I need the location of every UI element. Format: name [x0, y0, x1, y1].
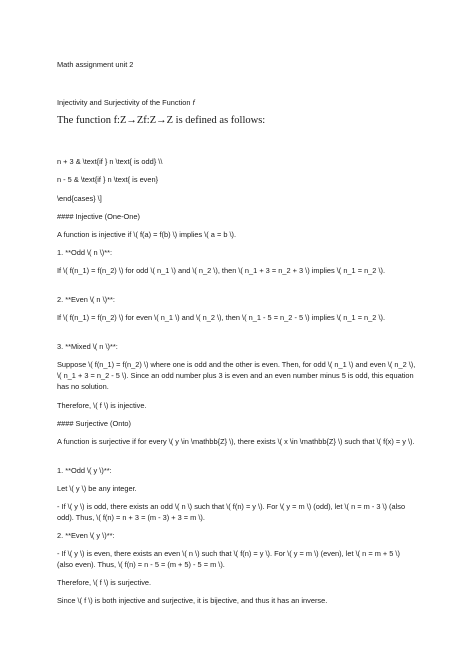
inj-case3-body: Suppose \( f(n_1) = f(n_2) \) where one is odd and the other is even. Then, for odd \( n_1 \) and even \( n_2 \), \( n_1 + 3 = n_2 - 5 \). Since an odd number plus 3 is even and an even number minus 5 is odd, this equation has no solution.	[57, 360, 418, 392]
sur-case2-title: 2. **Even \( y \)**:	[57, 531, 115, 540]
sur-case1-body: - If \( y \) is odd, there exists an odd \( n \) such that \( f(n) = y \). For \( y = m \) (odd), let \( n = m - 3 \) (also odd). Thus, \( f(n) = n + 3 = (m - 3) + 3 = m \).	[57, 502, 408, 523]
injective-heading: #### Injective (One-One)	[57, 212, 140, 221]
inj-case2-body: If \( f(n_1) = f(n_2) \) for even \( n_1 \) and \( n_2 \), then \( n_1 - 5 = n_2 - 5 \) implies \( n_1 = n_2 \).	[57, 313, 386, 322]
doc-title: Math assignment unit 2	[57, 60, 134, 69]
injective-definition: A function is injective if \( f(a) = f(b) \) implies \( a = b \).	[57, 230, 237, 239]
final-statement: Since \( f \) is both injective and surjective, it is bijective, and thus it has an inverse.	[57, 596, 328, 605]
section-heading	[57, 97, 417, 108]
inj-case2-title: 2. **Even \( n \)**:	[57, 295, 115, 304]
intro-line: The function f:Z→Zf:Z→Z is defined as follows:	[57, 115, 266, 126]
surjective-definition: A function is surjective if for every \( y \in \mathbb{Z} \), there exists \( x \in \mathbb{Z} \) such that \( f(x) = y \).	[57, 437, 415, 446]
sur-conclusion: Therefore, \( f \) is surjective.	[57, 578, 152, 587]
inj-case3-title: 3. **Mixed \( n \)**:	[57, 342, 118, 351]
sur-case2-body: - If \( y \) is even, there exists an even \( n \) such that \( f(n) = y \). For \( y = m \) (even), let \( n = m + 5 \) (also even). Thus, \( f(n) = n - 5 = (m + 5) - 5 = m \).	[57, 549, 403, 570]
sur-case1-let: Let \( y \) be any integer.	[57, 484, 137, 493]
case-odd-line: n + 3 & \text{if } n \text{ is odd} \\	[57, 157, 163, 166]
inj-conclusion: Therefore, \( f \) is injective.	[57, 401, 147, 410]
inj-case1-title: 1. **Odd \( n \)**:	[57, 248, 113, 257]
end-cases-line: \end{cases} \]	[57, 194, 102, 203]
surjective-heading: #### Surjective (Onto)	[57, 419, 131, 428]
heading-symbol: f	[192, 98, 195, 107]
inj-case1-body: If \( f(n_1) = f(n_2) \) for odd \( n_1 \) and \( n_2 \), then \( n_1 + 3 = n_2 + 3 \) implies \( n_1 = n_2 \).	[57, 266, 386, 275]
case-even-line: n - 5 & \text{if } n \text{ is even}	[57, 175, 159, 184]
sur-case1-title: 1. **Odd \( y \)**:	[57, 466, 112, 475]
heading-text: Injectivity and Surjectivity of the Function	[57, 98, 191, 107]
